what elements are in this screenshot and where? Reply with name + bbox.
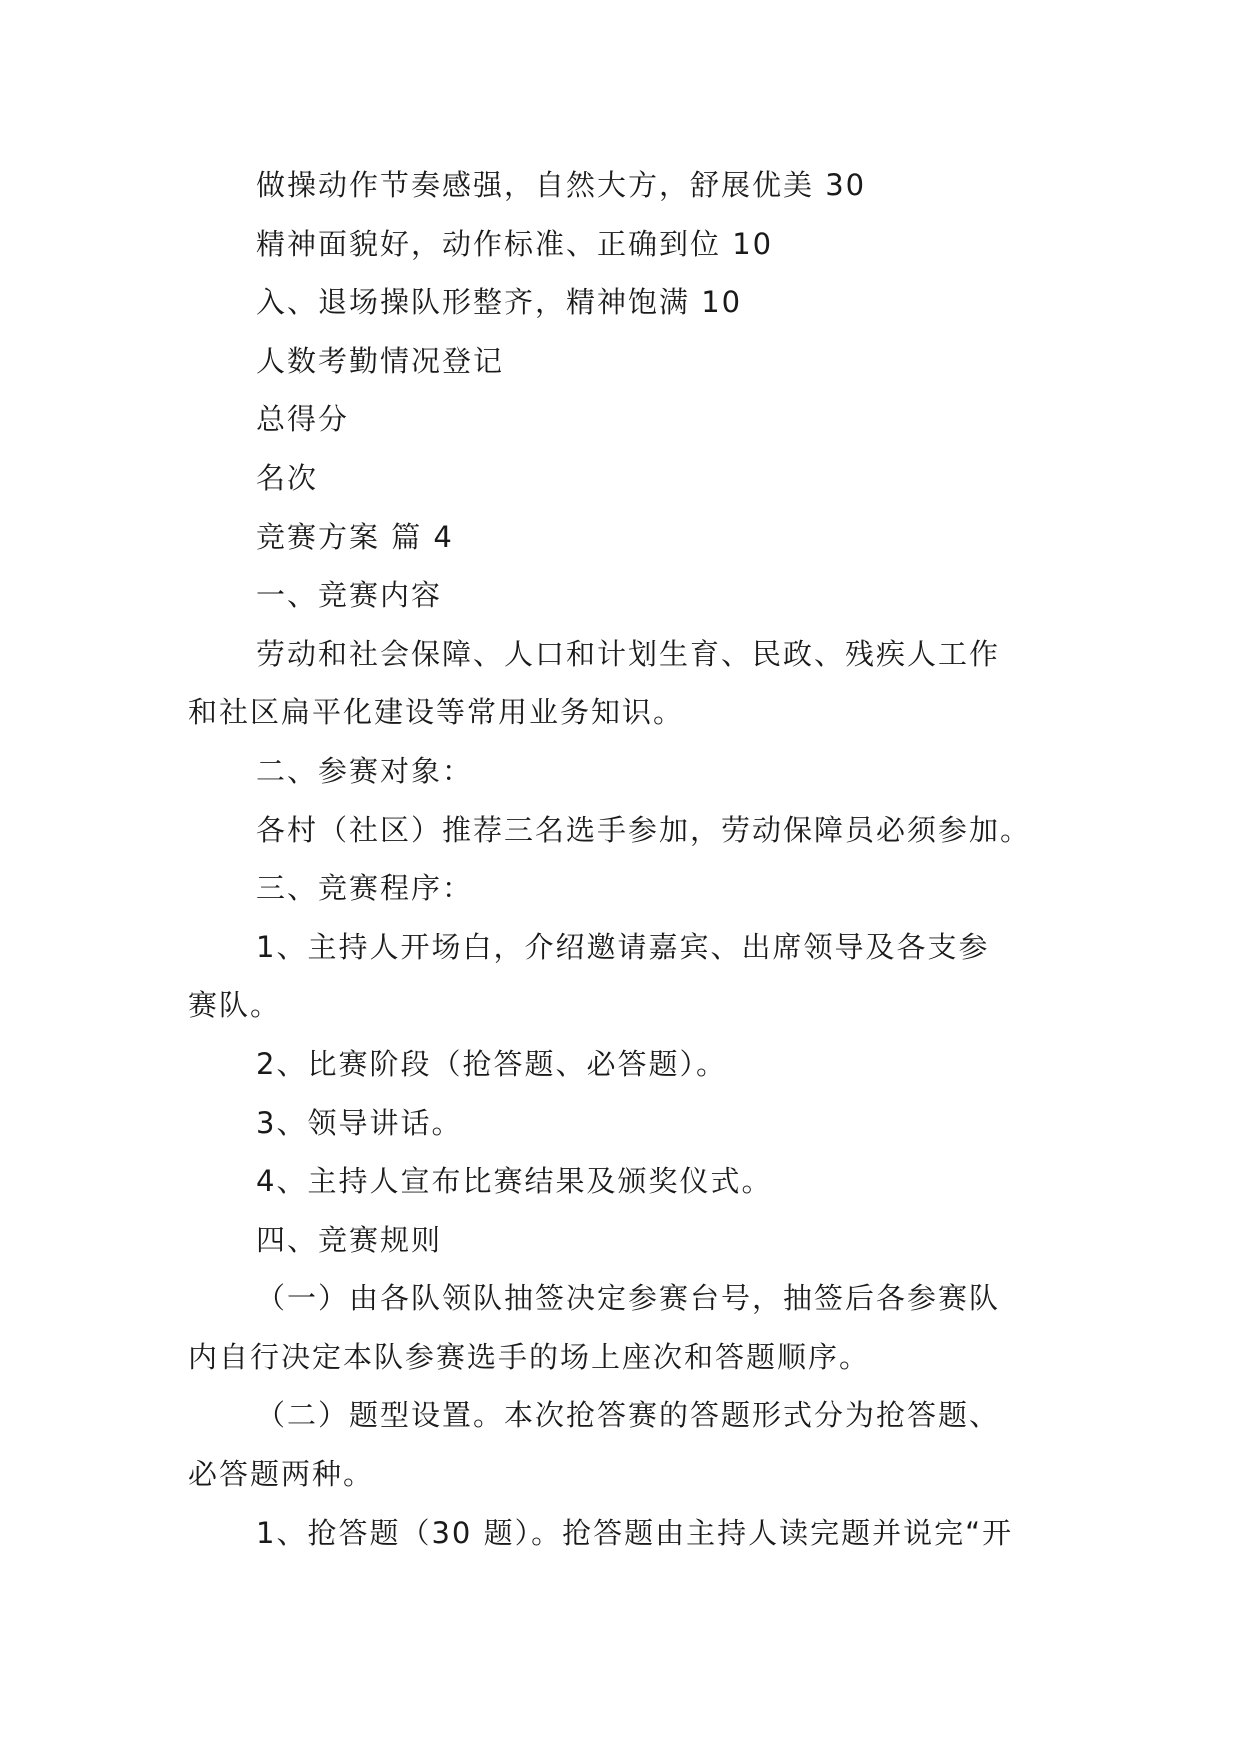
text-line: 竞赛方案 篇 4 — [256, 519, 454, 554]
text-line: 劳动和社会保障、人口和计划生育、民政、残疾人工作 — [256, 636, 1001, 671]
text-line: 一、竞赛内容 — [256, 578, 443, 613]
text-line: 三、竞赛程序： — [256, 871, 474, 906]
text-line: 和社区扁平化建设等常用业务知识。 — [188, 695, 685, 730]
text-line: 1、抢答题（30 题）。抢答题由主持人读完题并说完“开 — [256, 1515, 1014, 1550]
text-line: 名次 — [256, 460, 319, 495]
text-line: 四、竞赛规则 — [256, 1222, 443, 1257]
text-line: 总得分 — [256, 402, 350, 437]
text-line: 做操动作节奏感强，自然大方，舒展优美 30 — [256, 168, 867, 202]
text-line: （一）由各队领队抽签决定参赛台号，抽签后各参赛队 — [256, 1281, 1001, 1316]
text-line: 各村（社区）推荐三名选手参加，劳动保障员必须参加。 — [256, 812, 1032, 847]
text-line: 入、退场操队形整齐，精神饱满 10 — [256, 285, 743, 320]
text-line: 人数考勤情况登记 — [256, 343, 505, 378]
text-line: （二）题型设置。本次抢答赛的答题形式分为抢答题、 — [256, 1398, 1001, 1433]
document-body — [188, 156, 1068, 1562]
text-line: 3、领导讲话。 — [256, 1105, 463, 1140]
text-line: 精神面貌好，动作标准、正确到位 10 — [256, 226, 774, 261]
text-line: 二、参赛对象： — [256, 753, 474, 788]
text-line: 赛队。 — [188, 988, 282, 1023]
text-line: 1、主持人开场白，介绍邀请嘉宾、出席领导及各支参 — [256, 929, 990, 964]
text-line: 4、主持人宣布比赛结果及颁奖仪式。 — [256, 1164, 773, 1199]
text-line: 内自行决定本队参赛选手的场上座次和答题顺序。 — [188, 1339, 871, 1374]
text-line: 2、比赛阶段（抢答题、必答题）。 — [256, 1046, 727, 1081]
text-line: 必答题两种。 — [188, 1457, 375, 1492]
